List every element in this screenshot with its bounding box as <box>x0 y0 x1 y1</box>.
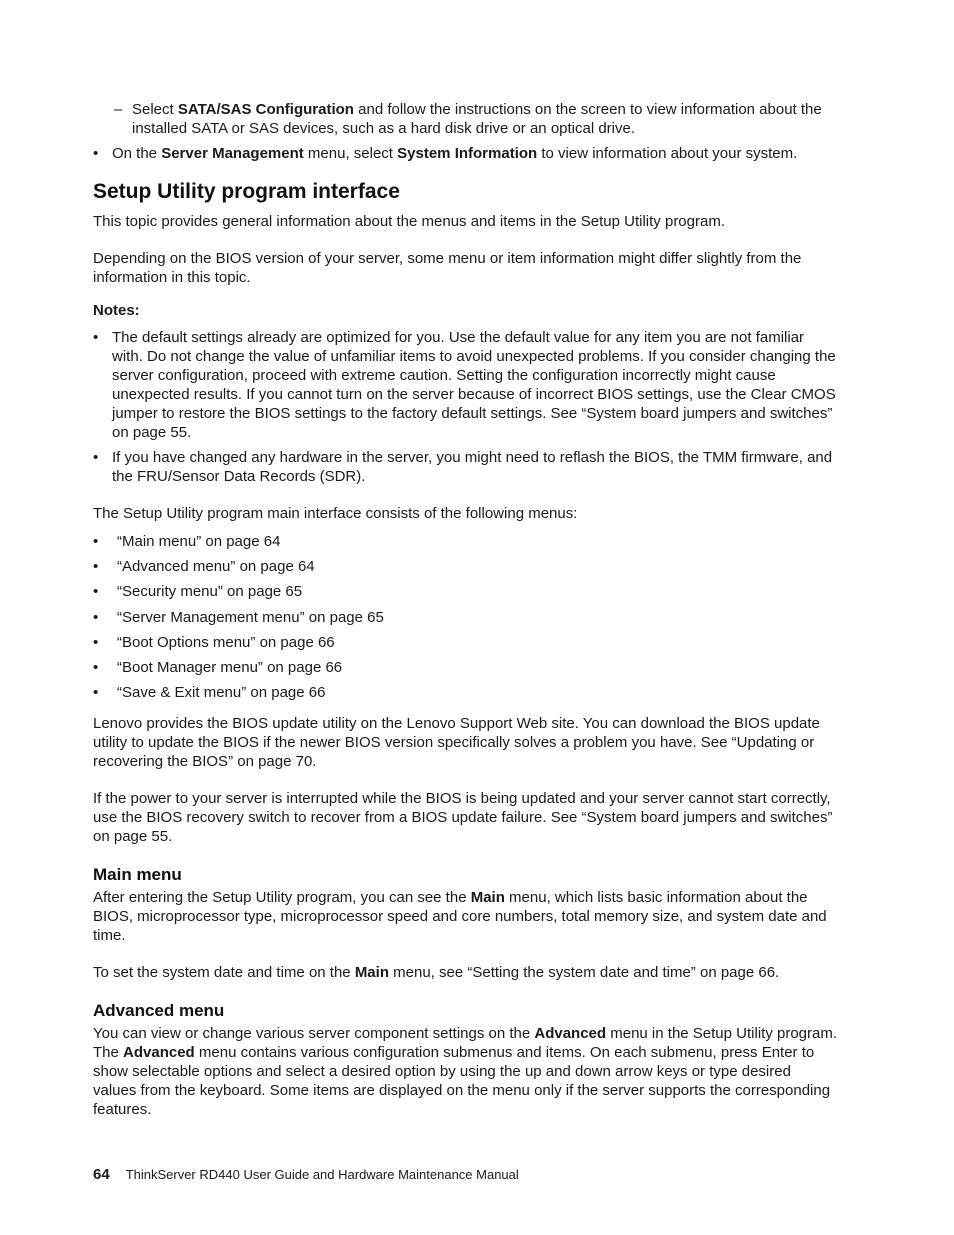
page-footer <box>93 1166 519 1184</box>
main-term: Main <box>470 889 505 907</box>
sata-sas-configuration-term: SATA/SAS Configuration <box>177 101 354 118</box>
main-menu-heading: Main menu <box>93 865 182 885</box>
note-item <box>93 328 838 442</box>
text-run: to view information about your system. <box>537 145 798 162</box>
server-management-term: Server Management <box>161 145 304 162</box>
bullet-marker: • <box>93 633 99 651</box>
note-item <box>93 448 838 486</box>
bullet-marker: • <box>93 684 99 702</box>
menu-link[interactable]: “Advanced menu” on page 64 <box>117 558 315 576</box>
menu-link[interactable]: “Save & Exit menu” on page 66 <box>117 684 326 702</box>
main-menu-paragraph <box>93 888 838 945</box>
advanced-menu-heading: Advanced menu <box>93 1001 225 1021</box>
main-interface-paragraph: The Setup Utility program main interface consists of the following menus: <box>93 505 578 522</box>
menu-link[interactable]: “Main menu” on page 64 <box>117 533 281 550</box>
text-run: and follow the instructions on the screen to view information about the installed SATA or SAS devices, such as a hard disk drive or an optical drive. <box>132 101 822 137</box>
page-number: 64 <box>93 1166 110 1183</box>
text-run: menu in the Setup Utility program. The <box>93 1025 838 1062</box>
bullet-marker: • <box>93 145 99 162</box>
menu-link[interactable]: “Boot Manager menu” on page 66 <box>117 658 343 676</box>
note-text: The default settings already are optimized for you. Use the default value for any item you are not familiar with. Do not change the value of unfamiliar items to avoid unexpected problems. If you consider changing the server configuration, proceed with extreme caution. Setting the configuration incorrectly might cause unexpected results. If you cannot turn on the server because of incorrect BIOS settings, use the Clear CMOS jumper to restore the BIOS settings to the factory default settings. See “System board jumpers and switches” on page 55. <box>112 329 836 441</box>
bullet-marker: • <box>93 583 99 601</box>
text-run: menu, which lists basic information about the BIOS, microprocessor type, microprocessor speed and core numbers, total memory size, and system date and time. <box>93 889 827 945</box>
dash-list-item <box>93 100 838 138</box>
intro-paragraph: This topic provides general information about the menus and items in the Setup Utility program. <box>93 213 725 230</box>
menu-list-item <box>93 532 838 551</box>
menu-list-item <box>93 658 838 677</box>
notes-list <box>93 328 838 486</box>
text-run: menu contains various configuration submenus and items. On each submenu, press Enter to show selectable options and select a desired option by using the up and down arrow keys or type desired values from the keyboard. Some items are displayed on the menu only if the server supports the corresponding features. <box>93 1044 831 1119</box>
menu-list-item <box>93 683 838 702</box>
bullet-marker: • <box>93 533 99 550</box>
text-run: menu, select <box>303 145 398 162</box>
lenovo-paragraph: Lenovo provides the BIOS update utility on the Lenovo Support Web site. You can download the BIOS update utility to update the BIOS if the newer BIOS version specifically solves a problem you have. See “Updating or recovering the BIOS” on page 70. <box>93 715 820 771</box>
bullet-marker: • <box>93 558 99 576</box>
menu-list-item <box>93 633 838 652</box>
text-run: After entering the Setup Utility program, you can see the <box>93 889 471 907</box>
text-run: To set the system date and time on the <box>93 964 355 982</box>
bullet-list-item <box>93 144 838 163</box>
main-term: Main <box>354 964 389 982</box>
power-paragraph: If the power to your server is interrupted while the BIOS is being updated and your server cannot start correctly, use the BIOS recovery switch to recover from a BIOS update failure. See “System board jumpers and switches” on page 55. <box>93 790 833 846</box>
menu-list-item <box>93 557 838 576</box>
bios-version-paragraph: Depending on the BIOS version of your server, some menu or item information might differ slightly from the information in this topic. <box>93 250 802 286</box>
text-run: Select <box>132 101 178 118</box>
advanced-term: Advanced <box>534 1025 607 1043</box>
notes-label: Notes: <box>93 302 140 319</box>
menu-list-item <box>93 582 838 601</box>
bullet-marker: • <box>93 608 99 626</box>
text-run: menu, see “Setting the system date and time” on page 66. <box>388 964 780 982</box>
advanced-menu-paragraph <box>93 1024 838 1119</box>
menu-link[interactable]: “Server Management menu” on page 65 <box>117 608 384 626</box>
advanced-term: Advanced <box>123 1044 195 1062</box>
text-run: You can view or change various server component settings on the <box>93 1025 535 1043</box>
system-date-paragraph <box>93 963 838 982</box>
menu-list-item <box>93 608 838 627</box>
system-information-term: System Information <box>397 145 538 162</box>
text-run: On the <box>112 145 162 162</box>
bullet-marker: • <box>93 329 99 346</box>
menu-link[interactable]: “Boot Options menu” on page 66 <box>117 633 335 651</box>
bullet-marker: • <box>93 658 99 676</box>
document-page <box>93 100 838 1119</box>
section-title: Setup Utility program interface <box>93 180 400 203</box>
server-management-instruction <box>112 144 838 163</box>
note-text: If you have changed any hardware in the server, you might need to reflash the BIOS, the TMM firmware, and the FRU/Sensor Data Records (SDR). <box>112 449 833 485</box>
bullet-marker: • <box>93 449 99 466</box>
dash-marker: – <box>114 101 123 118</box>
menu-link[interactable]: “Security menu” on page 65 <box>117 583 303 601</box>
sata-instruction <box>132 100 838 138</box>
menu-list <box>93 532 838 702</box>
manual-title: ThinkServer RD440 User Guide and Hardware Maintenance Manual <box>125 1167 519 1182</box>
